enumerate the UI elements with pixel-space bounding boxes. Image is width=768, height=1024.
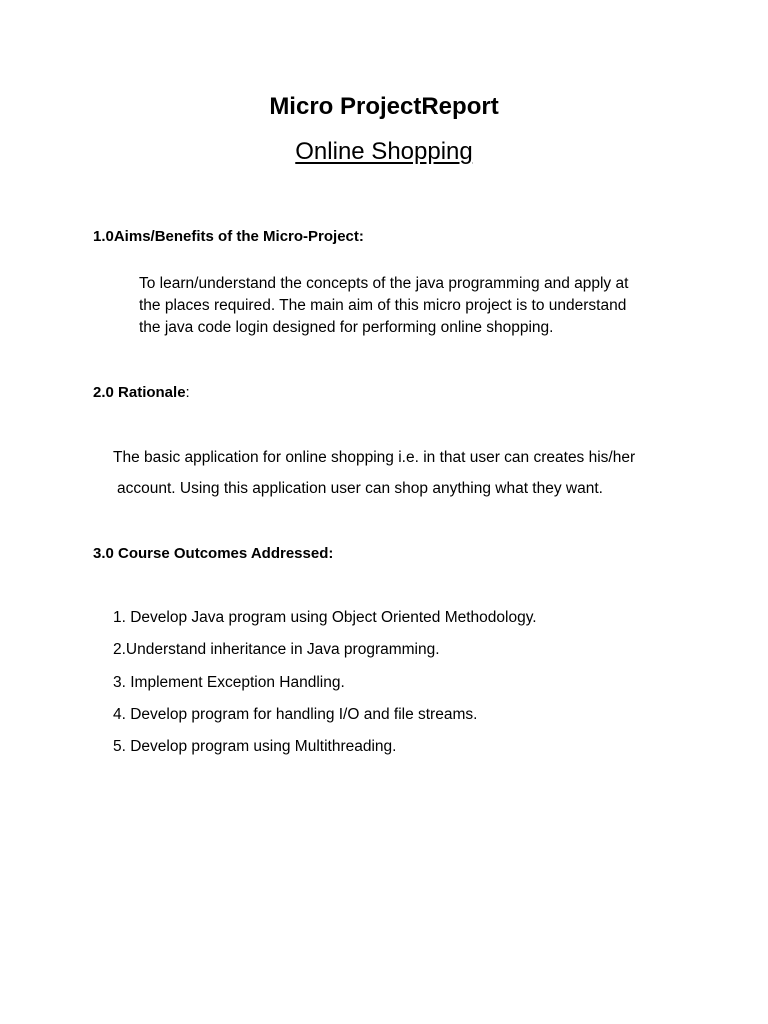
section-2-line-1: The basic application for online shopping i.e. in that user can creates his/her [113,449,636,466]
section-3-heading: 3.0 Course Outcomes Addressed: [93,545,334,562]
page-subtitle [0,136,768,168]
subtitle-text: Online Shopping [295,138,473,165]
section-1-line-3: the java code login designed for performing online shopping. [139,319,554,336]
section-1-line-1: To learn/understand the concepts of the java programming and apply at [139,275,629,292]
outcome-item-5: 5. Develop program using Multithreading. [113,738,397,755]
page-title: Micro ProjectReport [269,93,499,120]
outcome-item-3: 3. Implement Exception Handling. [113,674,345,691]
outcome-item-1: 1. Develop Java program using Object Oriented Methodology. [113,609,537,626]
section-2-heading [93,383,190,403]
outcome-item-2: 2.Understand inheritance in Java programming. [113,641,440,658]
section-2-heading-colon: : [185,384,190,401]
section-1-line-2: the places required. The main aim of this micro project is to understand [139,297,627,314]
section-2-heading-text: 2.0 Rationale [93,384,186,401]
section-1-heading: 1.0Aims/Benefits of the Micro-Project: [93,228,364,245]
section-2-line-2: account. Using this application user can shop anything what they want. [117,480,603,497]
outcome-item-4: 4. Develop program for handling I/O and file streams. [113,706,478,723]
